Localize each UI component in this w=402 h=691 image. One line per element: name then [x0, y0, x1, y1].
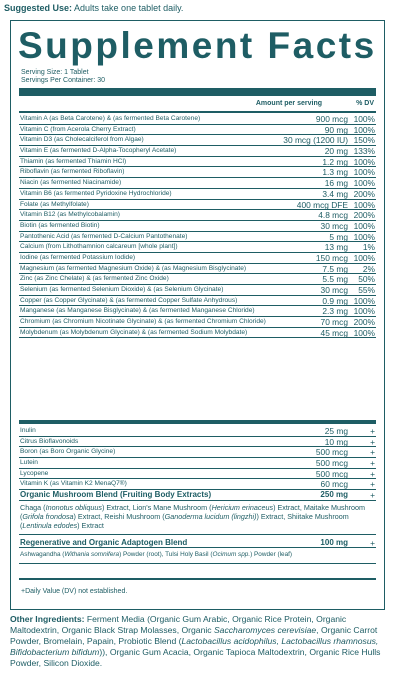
- nutrient-name: Zinc (as Zinc Chelate) & (as fermented Zinc Oxide): [20, 275, 169, 283]
- desc-latin: Withania somnifera: [64, 551, 120, 559]
- nutrient-row: [19, 264, 376, 275]
- other-ingredients: [10, 614, 396, 669]
- nutrient-amount: 10 mg: [324, 436, 348, 447]
- nutrient-name: Citrus Bioflavonoids: [20, 437, 79, 445]
- desc-text: ) Powder (leaf): [250, 551, 293, 559]
- nutrient-row: [19, 306, 376, 317]
- suggested-use-text: Adults take one tablet daily.: [74, 3, 184, 13]
- desc-latin: Ganoderma lucidum (lingzhi): [164, 512, 257, 522]
- nutrient-amount: 5.5 mg: [322, 274, 348, 285]
- nutrient-row: [19, 242, 376, 253]
- nutrient-row: [19, 317, 376, 328]
- nutrient-dv: 200%: [353, 317, 375, 328]
- nutrient-dv: 1%: [362, 242, 375, 253]
- nutrient-dv: 100%: [353, 167, 375, 178]
- nutrient-name: Inulin: [20, 427, 36, 434]
- nutrient-amount: 20 mg: [324, 146, 348, 157]
- nutrient-dv: 200%: [353, 188, 375, 199]
- nutrient-amount: 30 mcg (1200 IU): [283, 135, 348, 146]
- ingredients-text: Ferment Media (Organic Gum Arabic, Organic Rice Protein, Organic Maltodextrin, Organic Black Strap Molasses, Organic: [10, 614, 347, 636]
- nutrient-name: Lutein: [20, 459, 38, 467]
- nutrient-name: Magnesium (as fermented Magnesium Oxide) & (as Magnesium Bisglycinate): [20, 264, 247, 272]
- nutrient-row: [19, 437, 376, 448]
- servings-per-container: Servings Per Container: 30: [21, 77, 106, 84]
- nutrient-amount: 30 mcg: [320, 220, 348, 231]
- desc-latin: Lentinula edodes: [22, 521, 78, 531]
- nutrient-dv: 50%: [358, 274, 375, 285]
- nutrient-name: Vitamin D3 (as Cholecalciferol from Algae): [20, 136, 144, 144]
- nutrient-amount: 150 mcg: [315, 252, 348, 263]
- nutrient-name: Vitamin A (as Beta Carotene) & (as fermented Beta Carotene): [20, 115, 201, 122]
- nutrient-row: [19, 296, 376, 307]
- nutrient-name: Iodine (as fermented Potassium Iodide): [20, 253, 136, 261]
- ingredients-text: )), Organic Gum Acacia, Organic Tapioca Maltodextrin, Organic Rice Hulls Powder, Silicon Dioxide.: [10, 647, 381, 669]
- supplement-facts-panel: [10, 20, 385, 610]
- header-dv: % DV: [356, 100, 374, 107]
- nutrient-amount: 16 mg: [324, 178, 348, 189]
- mushroom-blend-row: [19, 490, 376, 501]
- nutrient-row: [19, 328, 376, 339]
- vitamin-rows: [19, 114, 376, 338]
- desc-latin: Hericium erinaceus: [211, 502, 274, 512]
- desc-text: ) Extract, Shiitake Mushroom (: [20, 512, 349, 531]
- nutrient-dv: 150%: [353, 135, 375, 146]
- nutrient-amount: 500 mcg: [315, 458, 348, 469]
- nutrient-name: Boron (as Boro Organic Glycine): [20, 448, 116, 456]
- nutrient-row: [19, 232, 376, 243]
- desc-text: ) Extract, Maitake Mushroom (: [20, 502, 365, 522]
- mushroom-blend-name: Organic Mushroom Blend (Fruiting Body Extracts): [20, 490, 212, 500]
- desc-text: Chaga (: [20, 502, 46, 512]
- ingredients-text: , Organic Carrot Powder, Bromelain, Papain, Probiotic Blend (: [10, 625, 378, 647]
- nutrient-dv: 100%: [353, 295, 375, 306]
- nutrient-name: Vitamin B6 (as fermented Pyridoxine Hydrochloride): [20, 189, 172, 197]
- header-divider: [19, 111, 376, 113]
- nutrient-name: Thiamin (as fermented Thiamin HCl): [20, 157, 127, 165]
- nutrient-dv: 100%: [353, 124, 375, 135]
- nutrient-amount: 3.4 mg: [322, 188, 348, 199]
- desc-text: Ashwagandha (: [20, 551, 65, 559]
- adaptogen-blend-amount: 100 mg: [320, 537, 348, 547]
- nutrient-amount: 70 mcg: [320, 317, 348, 328]
- nutrient-dv: 100%: [353, 327, 375, 338]
- nutrient-dv: +: [370, 458, 375, 469]
- adaptogen-blend-row: [19, 538, 376, 549]
- nutrient-name: Folate (as Methylfolate): [20, 200, 89, 208]
- nutrient-name: Selenium (as fermented Selenium Dioxide) & (as Selenium Glycinate): [20, 286, 224, 293]
- nutrient-row: [19, 167, 376, 178]
- mushroom-blend-desc: [19, 501, 376, 535]
- nutrient-row: [19, 200, 376, 211]
- nutrient-amount: 13 mg: [324, 242, 348, 253]
- panel-title: Supplement Facts: [18, 25, 377, 66]
- suggested-use: [4, 3, 183, 13]
- mushroom-blend-dv: +: [370, 490, 375, 501]
- nutrient-name: Copper (as Copper Glycinate) & (as fermented Copper Sulfate Anhydrous): [20, 296, 238, 304]
- desc-text: ) Powder (root), Tulsi Holy Basil (: [119, 551, 213, 559]
- nutrient-row: [19, 135, 376, 146]
- header-amount: Amount per serving: [255, 100, 322, 107]
- bottom-divider: [19, 578, 376, 580]
- nutrient-dv: 2%: [362, 263, 375, 274]
- nutrient-amount: 900 mcg: [315, 114, 348, 124]
- nutrient-row: [19, 210, 376, 221]
- nutrient-amount: 7.5 mg: [322, 263, 348, 274]
- nutrient-name: Chromium (as Chromium Nicotinate Glycinate) & (as fermented Chromium Chloride): [20, 318, 266, 326]
- nutrient-dv: 100%: [353, 178, 375, 189]
- nutrient-amount: 400 mcg DFE: [296, 199, 348, 210]
- nutrient-name: Vitamin B12 (as Methylcobalamin): [20, 211, 120, 219]
- nutrient-amount: 1.2 mg: [322, 156, 348, 167]
- mid-divider: [19, 420, 376, 424]
- nutrient-dv: 100%: [353, 199, 375, 210]
- other-ingredients-label: Other Ingredients:: [10, 614, 85, 624]
- nutrient-name: Manganese (as Manganese Bisglycinate) & (as fermented Manganese Chloride): [20, 307, 255, 315]
- nutrient-row: [19, 146, 376, 157]
- ingredients-latin: Lactobacillus acidophilus, Lactobacillus rhamnosus, Bifidobacterium bifidum: [10, 636, 379, 658]
- nutrient-row: [19, 253, 376, 264]
- nutrient-dv: +: [370, 447, 375, 458]
- nutrient-dv: 100%: [353, 252, 375, 263]
- nutrient-dv: 55%: [358, 285, 375, 295]
- nutrient-row: [19, 125, 376, 136]
- nutrient-amount: 0.9 mg: [322, 295, 348, 306]
- desc-latin: Inonotus obliquus: [45, 502, 102, 512]
- nutrient-amount: 500 mcg: [315, 468, 348, 479]
- nutrient-row: [19, 274, 376, 285]
- nutrient-name: Vitamin E (as fermented D-Alpha-Tocopheryl Acetate): [20, 147, 177, 155]
- nutrient-dv: 100%: [353, 220, 375, 231]
- nutrient-amount: 45 mcg: [320, 327, 348, 338]
- nutrient-dv: 100%: [353, 231, 375, 242]
- desc-text: ) Extract, Lion's Mane Mushroom (: [101, 502, 212, 512]
- nutrient-amount: 2.3 mg: [322, 306, 348, 317]
- nutrient-amount: 90 mg: [324, 124, 348, 135]
- desc-latin: Ocimum spp.: [212, 551, 251, 559]
- nutrient-row: [19, 114, 376, 125]
- serving-size: Serving Size: 1 Tablet: [21, 69, 89, 76]
- nutrient-row: [19, 426, 376, 437]
- other-rows: [19, 426, 376, 564]
- nutrient-row: [19, 221, 376, 232]
- nutrient-row: [19, 447, 376, 458]
- nutrient-name: Niacin (as fermented Niacinamide): [20, 179, 122, 187]
- nutrient-amount: 60 mcg: [320, 479, 348, 490]
- nutrient-row: [19, 469, 376, 480]
- nutrient-dv: +: [370, 468, 375, 479]
- nutrient-amount: 30 mcg: [320, 285, 348, 295]
- nutrient-row: [19, 157, 376, 168]
- nutrient-row: [19, 458, 376, 469]
- nutrient-dv: +: [370, 426, 375, 436]
- ingredients-latin: Saccharomyces cerevisiae: [213, 625, 317, 636]
- desc-latin: Grifola frondosa: [22, 512, 74, 522]
- nutrient-row: [19, 189, 376, 200]
- nutrient-row: [19, 479, 376, 490]
- nutrient-name: Molybdenum (as Molybdenum Glycinate) & (as fermented Sodium Molybdate): [20, 328, 248, 336]
- nutrient-name: Vitamin K (as Vitamin K2 MenaQ7®): [20, 480, 127, 488]
- dv-footnote: +Daily Value (DV) not established.: [21, 588, 128, 595]
- suggested-use-label: Suggested Use:: [4, 3, 73, 13]
- nutrient-amount: 4.8 mcg: [318, 210, 348, 221]
- nutrient-amount: 25 mg: [324, 426, 348, 436]
- nutrient-name: Biotin (as fermented Biotin): [20, 221, 100, 229]
- nutrient-dv: 100%: [353, 114, 375, 124]
- thick-divider: [19, 88, 376, 96]
- desc-text: ) Extract: [77, 521, 104, 531]
- nutrient-name: Vitamin C (from Acerola Cherry Extract): [20, 125, 136, 133]
- adaptogen-blend-name: Regenerative and Organic Adaptogen Blend: [20, 537, 188, 547]
- mushroom-blend-amount: 250 mg: [320, 490, 348, 500]
- nutrient-amount: 500 mcg: [315, 447, 348, 458]
- adaptogen-blend-desc: [19, 548, 376, 563]
- nutrient-name: Pantothenic Acid (as fermented D-Calcium Pantothenate): [20, 232, 188, 240]
- nutrient-dv: 100%: [353, 156, 375, 167]
- adaptogen-blend-dv: +: [370, 537, 375, 548]
- nutrient-dv: 200%: [353, 210, 375, 221]
- nutrient-name: Lycopene: [20, 469, 49, 477]
- nutrient-amount: 5 mg: [329, 231, 348, 242]
- nutrient-dv: +: [370, 436, 375, 447]
- nutrient-dv: +: [370, 479, 375, 490]
- desc-text: ) Extract, Reishi Mushroom (: [73, 512, 165, 522]
- nutrient-name: Riboflavin (as fermented Riboflavin): [20, 168, 125, 176]
- nutrient-dv: 100%: [353, 306, 375, 317]
- nutrient-row: [19, 285, 376, 296]
- nutrient-dv: 133%: [353, 146, 375, 157]
- nutrient-row: [19, 178, 376, 189]
- nutrient-name: Calcium (from Lithothamnion calcareum [whole plant]): [20, 243, 178, 251]
- nutrient-amount: 1.3 mg: [322, 167, 348, 178]
